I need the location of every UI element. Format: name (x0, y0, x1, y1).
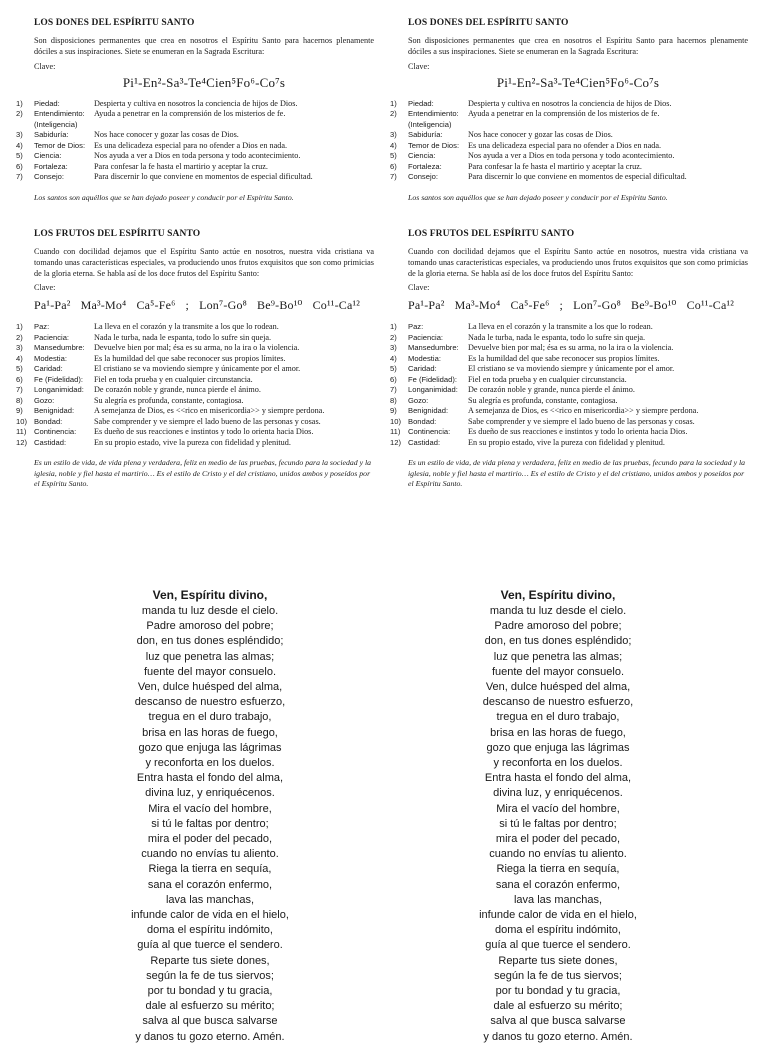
poem-line: descanso de nuestro esfuerzo, (482, 696, 634, 709)
list-item: 2) Entendimiento: Ayuda a penetrar en la comprensión de los misterios de fe. (16, 109, 286, 119)
poem-line: lava las manchas, (513, 893, 603, 906)
poem-line: y danos tu gozo eterno. Amén. (135, 1030, 285, 1043)
list-item: 4) Modestia: Es la humildad del que sabe reconocer sus propios límites. (390, 353, 660, 363)
frutos-note: Es un estilo de vida, de vida plena y verdadera, feliz en medio de las pruebas, fecundo para la sociedad y la iglesia, noble y fiel hasta el martirio… Es el estilo de Cristo y el del cristiano, unidos ambos y poseídos por el Espíritu Santo. (34, 458, 372, 489)
poem-line: Reparte tus siete dones, (150, 954, 270, 967)
poem-line: salva al que busca salvarse (142, 1015, 278, 1028)
frutos-clave: Pa¹-Pa² Ma³-Mo⁴ Ca⁵-Fe⁶ ; Lon⁷-Go⁸ Be⁹-Bo¹⁰ Co¹¹-Ca¹² (34, 298, 361, 313)
dones-title: LOS DONES DEL ESPÍRITU SANTO (408, 18, 569, 28)
poem-line: y reconforta en los duelos. (493, 757, 623, 770)
frutos-clave-label: Clave: (408, 283, 430, 293)
dones-title: LOS DONES DEL ESPÍRITU SANTO (34, 18, 195, 28)
list-item: 3) Mansedumbre: Devuelve bien por mal; ésa es su arma, no la ira o la violencia. (390, 343, 674, 353)
list-item: 10) Bondad: Sabe comprender y ve siempre el lado bueno de las personas y cosas. (390, 416, 695, 426)
frutos-intro: Cuando con docilidad dejamos que el Espíritu Santo actúe en nosotros, nuestra vida cristiana va tomando unas características especiales, va produciendo unos frutos exquisitos que son como primicias de la gloria eterna. Se habla así de los doce frutos del Espíritu Santo: (408, 247, 748, 278)
list-item: 12) Castidad: En su propio estado, vive la pureza con fidelidad y plenitud. (16, 437, 291, 447)
poem-line: doma el espíritu indómito, (495, 924, 621, 937)
list-item: 2) Paciencia: Nada le turba, nada le espanta, todo lo sufre sin queja. (390, 332, 646, 342)
list-item: 5) Caridad: El cristiano se va moviendo siempre y únicamente por el amor. (390, 364, 675, 374)
list-item: 7) Consejo: Para discernir lo que conviene en momentos de especial dificultad. (390, 172, 687, 182)
poem-title: Ven, Espíritu divino, (500, 588, 616, 602)
poem-line: Padre amoroso del pobre; (494, 620, 622, 633)
poem-line: divina luz, y enriquécenos. (493, 787, 623, 800)
poem-line: según la fe de tus siervos; (146, 969, 274, 982)
list-item: 3) Sabiduría: Nos hace conocer y gozar las cosas de Dios. (390, 130, 613, 140)
poem-line: Mira el vacío del hombre, (148, 802, 272, 815)
poem-line: brisa en las horas de fuego, (142, 726, 278, 739)
list-item: 4) Temor de Dios: Es una delicadeza especial para no ofender a Dios en nada. (390, 140, 661, 150)
poem-line: Mira el vacío del hombre, (496, 802, 620, 815)
poem-line: tregua en el duro trabajo, (148, 711, 272, 724)
poem-line: manda tu luz desde el cielo. (141, 605, 279, 617)
dones-clave-label: Clave: (408, 61, 430, 71)
list-item: 1) Piedad: Despierta y cultiva en nosotros la conciencia de hijos de Dios. (390, 98, 672, 108)
poem-line: doma el espíritu indómito, (147, 924, 273, 937)
list-item: 7) Consejo: Para discernir lo que conviene en momentos de especial dificultad. (16, 172, 313, 182)
frutos-list (390, 322, 748, 448)
list-item: (Inteligencia) (34, 119, 78, 129)
poem-line: salva al que busca salvarse (490, 1015, 626, 1028)
poem-line: Entra hasta el fondo del alma, (484, 772, 632, 785)
list-item: 5) Ciencia: Nos ayuda a ver a Dios en toda persona y todo acontecimiento. (390, 151, 675, 161)
frutos-intro: Cuando con docilidad dejamos que el Espíritu Santo actúe en nosotros, nuestra vida cristiana va tomando unas características especiales, va produciendo unos frutos exquisitos que son como primicias de la gloria eterna. Se habla así de los doce frutos del Espíritu Santo: (34, 247, 374, 278)
list-item: 6) Fe (Fidelidad): Fiel en toda prueba y en cualquier circunstancia. (390, 374, 627, 384)
poem-line: brisa en las horas de fuego, (490, 726, 626, 739)
list-item: 7) Longanimidad: De corazón noble y grande, nunca pierde el ánimo. (16, 385, 261, 395)
poem-line: cuando no envías tu aliento. (489, 848, 627, 861)
list-item: 3) Sabiduría: Nos hace conocer y gozar las cosas de Dios. (16, 130, 239, 140)
list-item: 1) Piedad: Despierta y cultiva en nosotros la conciencia de hijos de Dios. (16, 98, 298, 108)
poem-line: Ven, dulce huésped del alma, (137, 681, 283, 694)
frutos-clave: Pa¹-Pa² Ma³-Mo⁴ Ca⁵-Fe⁶ ; Lon⁷-Go⁸ Be⁹-Bo¹⁰ Co¹¹-Ca¹² (408, 298, 735, 313)
dones-clave: Pi¹-En²-Sa³-Te⁴Cien⁵Fo⁶-Co⁷s (122, 74, 286, 90)
list-item: 8) Gozo: Su alegría es profunda, constante, contagiosa. (16, 395, 244, 405)
list-item: 1) Paz: La lleva en el corazón y la transmite a los que lo rodean. (390, 322, 653, 332)
list-item: (Inteligencia) (408, 119, 452, 129)
list-item: 6) Fe (Fidelidad): Fiel en toda prueba y en cualquier circunstancia. (16, 374, 253, 384)
poem-line: tregua en el duro trabajo, (496, 711, 620, 724)
list-item: 8) Gozo: Su alegría es profunda, constante, contagiosa. (390, 395, 618, 405)
list-item: 9) Benignidad: A semejanza de Dios, es <<rico en misericordia>> y siempre perdona. (390, 406, 699, 416)
poem-line: si tú le faltas por dentro; (499, 817, 617, 830)
poem-line: sana el corazón enfermo, (495, 878, 621, 891)
poem-right (408, 588, 708, 1045)
poem-line: Reparte tus siete dones, (498, 954, 618, 967)
list-item: 3) Mansedumbre: Devuelve bien por mal; ésa es su arma, no la ira o la violencia. (16, 343, 300, 353)
poem-line: mira el poder del pecado, (495, 833, 621, 846)
poem-line: descanso de nuestro esfuerzo, (134, 696, 286, 709)
poem-lines (408, 604, 708, 1045)
poem-line: gozo que enjuga las lágrimas (138, 741, 282, 754)
poem-line: Riega la tierra en sequía, (148, 863, 272, 876)
poem-title: Ven, Espíritu divino, (152, 588, 268, 602)
poem-line: don, en tus dones espléndido; (484, 635, 632, 648)
poem-line: sana el corazón enfermo, (147, 878, 273, 891)
list-item: 6) Fortaleza: Para confesar la fe hasta el martirio y aceptar la cruz. (16, 161, 268, 171)
list-item: 10) Bondad: Sabe comprender y ve siempre el lado bueno de las personas y cosas. (16, 416, 321, 426)
poem-lines (60, 604, 360, 1045)
frutos-list (16, 322, 374, 448)
list-item: 6) Fortaleza: Para confesar la fe hasta el martirio y aceptar la cruz. (390, 161, 642, 171)
poem-line: mira el poder del pecado, (147, 833, 273, 846)
poem-line: dale al esfuerzo su mérito; (493, 1000, 623, 1013)
frutos-clave-label: Clave: (34, 283, 56, 293)
poem-line: Entra hasta el fondo del alma, (136, 772, 284, 785)
poem-line: infunde calor de vida en el hielo, (131, 909, 289, 922)
frutos-title: LOS FRUTOS DEL ESPÍRITU SANTO (408, 229, 575, 240)
poem-line: por tu bondad y tu gracia, (147, 985, 273, 998)
poem-line: infunde calor de vida en el hielo, (479, 909, 637, 922)
list-item: 2) Paciencia: Nada le turba, nada le espanta, todo lo sufre sin queja. (16, 332, 272, 342)
poem-line: guía al que tuerce el sendero. (137, 939, 283, 952)
poem-line: Padre amoroso del pobre; (146, 620, 274, 633)
list-item: 1) Paz: La lleva en el corazón y la transmite a los que lo rodean. (16, 322, 279, 332)
list-item: 7) Longanimidad: De corazón noble y grande, nunca pierde el ánimo. (390, 385, 635, 395)
poem-line: y reconforta en los duelos. (145, 757, 275, 770)
frutos-note: Es un estilo de vida, de vida plena y verdadera, feliz en medio de las pruebas, fecundo para la sociedad y la iglesia, noble y fiel hasta el martirio… Es el estilo de Cristo y el del cristiano, unidos ambos y poseídos por el Espíritu Santo. (408, 458, 746, 489)
list-item: 5) Caridad: El cristiano se va moviendo siempre y únicamente por el amor. (16, 364, 301, 374)
poem-line: cuando no envías tu aliento. (141, 848, 279, 861)
poem-line: y danos tu gozo eterno. Amén. (483, 1030, 633, 1043)
right-column (390, 0, 748, 490)
poem-line: por tu bondad y tu gracia, (495, 985, 621, 998)
list-item: 11) Continencia: Es dueño de sus reacciones e instintos y todo lo orienta hacia Dios. (16, 427, 314, 437)
dones-intro: Son disposiciones permanentes que crea en nosotros el Espíritu Santo para hacernos plenamente dóciles a sus inspiraciones. Siete se enumeran en la Sagrada Escritura: (34, 36, 374, 56)
poem-line: si tú le faltas por dentro; (151, 817, 269, 830)
dones-note: Los santos son aquéllos que se han dejado poseer y conducir por el Espíritu Santo. (34, 192, 294, 202)
poem-line: fuente del mayor consuelo. (491, 665, 625, 678)
poem-line: luz que penetra las almas; (493, 650, 623, 663)
list-item: 4) Temor de Dios: Es una delicadeza especial para no ofender a Dios en nada. (16, 140, 287, 150)
list-item: 5) Ciencia: Nos ayuda a ver a Dios en toda persona y todo acontecimiento. (16, 151, 301, 161)
poem-line: divina luz, y enriquécenos. (145, 787, 275, 800)
dones-list (16, 98, 374, 183)
poem-line: don, en tus dones espléndido; (136, 635, 284, 648)
poem-line: fuente del mayor consuelo. (143, 665, 277, 678)
list-item: 12) Castidad: En su propio estado, vive la pureza con fidelidad y plenitud. (390, 437, 665, 447)
poem-line: manda tu luz desde el cielo. (489, 605, 627, 617)
list-item: 2) Entendimiento: Ayuda a penetrar en la comprensión de los misterios de fe. (390, 109, 660, 119)
poem-line: lava las manchas, (165, 893, 255, 906)
left-column (16, 0, 374, 490)
list-item: 4) Modestia: Es la humildad del que sabe reconocer sus propios límites. (16, 353, 286, 363)
poem-line: gozo que enjuga las lágrimas (486, 741, 630, 754)
dones-note: Los santos son aquéllos que se han dejado poseer y conducir por el Espíritu Santo. (408, 192, 668, 202)
frutos-title: LOS FRUTOS DEL ESPÍRITU SANTO (34, 229, 201, 240)
list-item: 11) Continencia: Es dueño de sus reacciones e instintos y todo lo orienta hacia Dios. (390, 427, 688, 437)
dones-list (390, 98, 748, 183)
poem-line: Ven, dulce huésped del alma, (485, 681, 631, 694)
poem-line: luz que penetra las almas; (145, 650, 275, 663)
poem-left (60, 588, 360, 1045)
dones-clave-label: Clave: (34, 61, 56, 71)
dones-clave: Pi¹-En²-Sa³-Te⁴Cien⁵Fo⁶-Co⁷s (496, 74, 660, 90)
poem-line: Riega la tierra en sequía, (496, 863, 620, 876)
poem-line: según la fe de tus siervos; (494, 969, 622, 982)
poem-line: dale al esfuerzo su mérito; (145, 1000, 275, 1013)
dones-intro: Son disposiciones permanentes que crea en nosotros el Espíritu Santo para hacernos plenamente dóciles a sus inspiraciones. Siete se enumeran en la Sagrada Escritura: (408, 36, 748, 56)
list-item: 9) Benignidad: A semejanza de Dios, es <<rico en misericordia>> y siempre perdona. (16, 406, 325, 416)
poem-line: guía al que tuerce el sendero. (485, 939, 631, 952)
